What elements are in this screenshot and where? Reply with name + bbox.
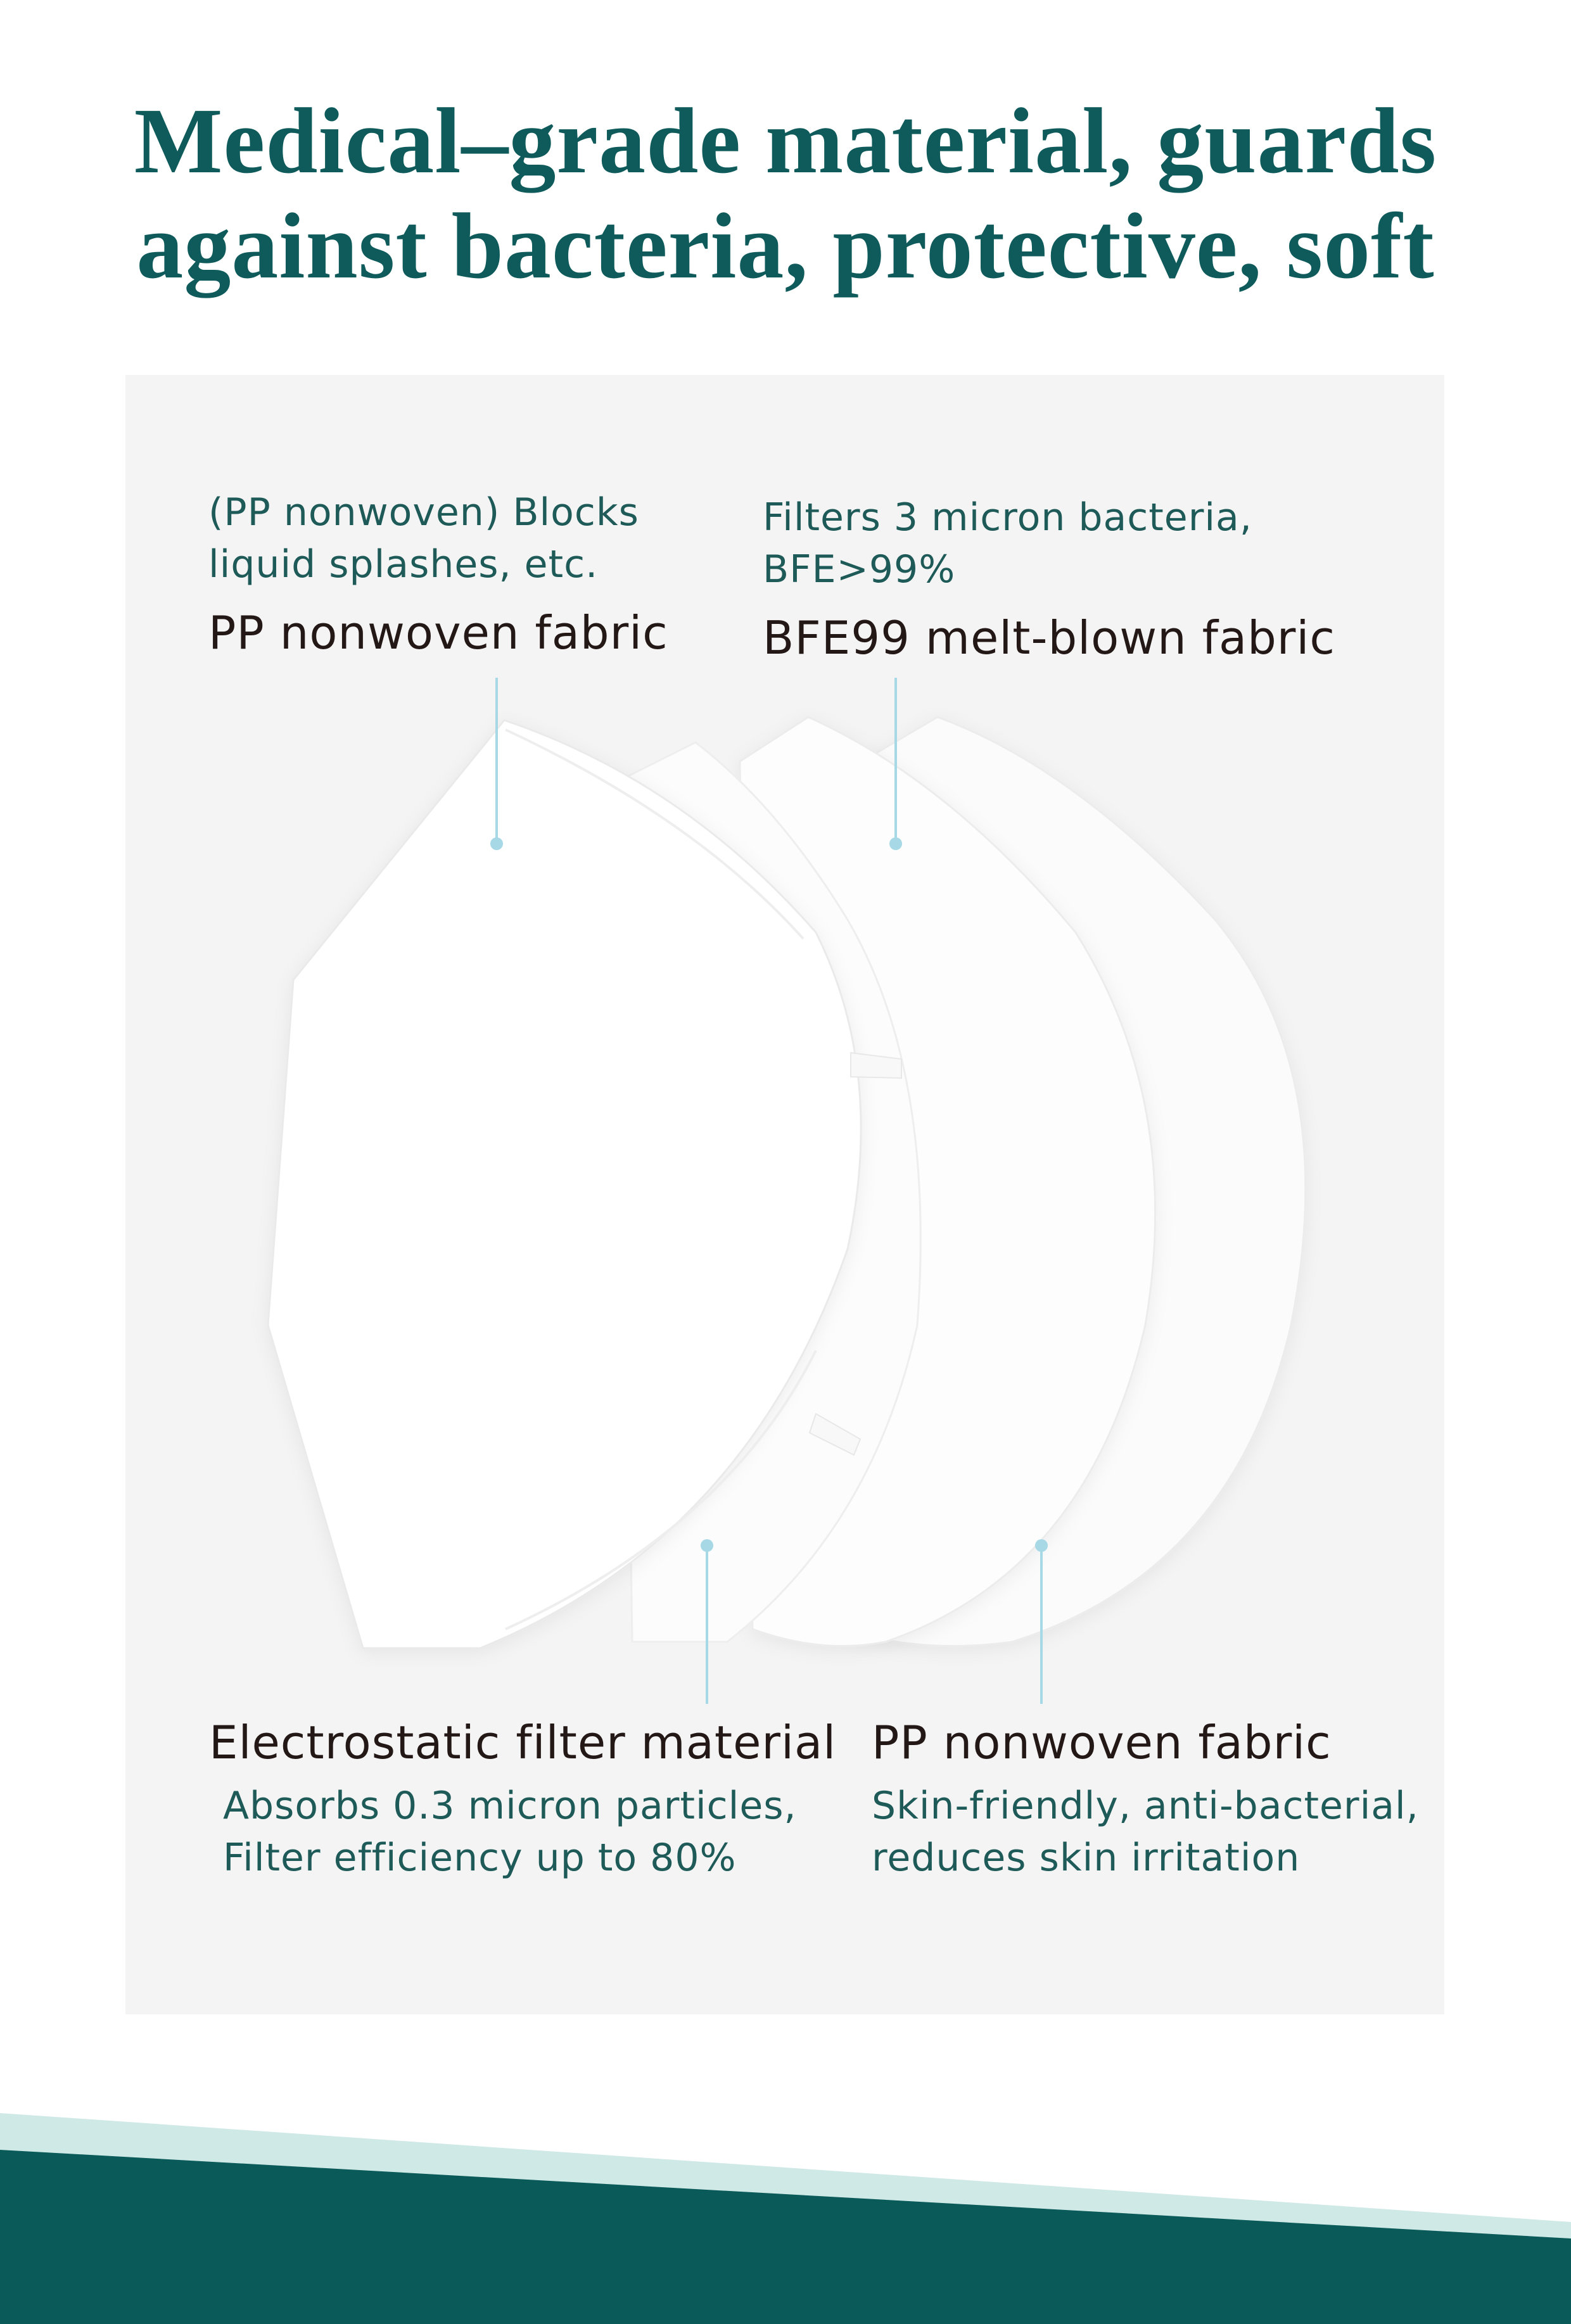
footer-band [0,2103,1571,2324]
meltblown-layer-callout [763,492,1335,666]
meltblown-layer-label: BFE99 melt-blown fabric [763,611,1335,664]
outer-layer-leader-dot [490,837,503,850]
outer-layer-description-line-1: (PP nonwoven) Blocks [208,490,639,535]
electrostatic-layer-description-line-2: Filter efficiency up to 80% [223,1836,737,1880]
meltblown-layer-description-line-1: Filters 3 micron bacteria, [763,495,1252,540]
outer-layer-description-line-2: liquid splashes, etc. [208,542,599,587]
inner-layer-description-line-1: Skin-friendly, anti-bacterial, [872,1784,1419,1828]
mask-layers-panel [125,375,1444,2014]
meltblown-layer-description [763,492,1335,595]
outer-layer-leader-line [495,678,498,844]
electrostatic-layer-callout [209,1714,836,1884]
page-title [0,89,1571,299]
electrostatic-layer-label: Electrostatic filter material [209,1716,837,1769]
outer-layer-description [208,486,668,590]
outer-layer-callout [208,486,668,661]
inner-layer-leader-line [1040,1544,1043,1704]
outer-layer-label: PP nonwoven fabric [208,606,668,659]
inner-layer-label: PP nonwoven fabric [872,1716,1332,1769]
electrostatic-layer-leader-line [706,1544,708,1704]
inner-layer-callout [872,1714,1419,1884]
meltblown-layer-leader-line [894,678,897,844]
meltblown-layer-leader-dot [889,837,902,850]
electrostatic-layer-description [223,1780,836,1884]
page-title-line-1: Medical–grade material, guards [134,89,1437,193]
inner-layer-description [872,1780,1419,1884]
meltblown-layer-description-line-2: BFE>99% [763,547,956,592]
inner-layer-description-line-2: reduces skin irritation [872,1836,1301,1880]
electrostatic-layer-description-line-1: Absorbs 0.3 micron particles, [223,1784,797,1828]
page-title-line-2: against bacteria, protective, soft [136,194,1435,298]
